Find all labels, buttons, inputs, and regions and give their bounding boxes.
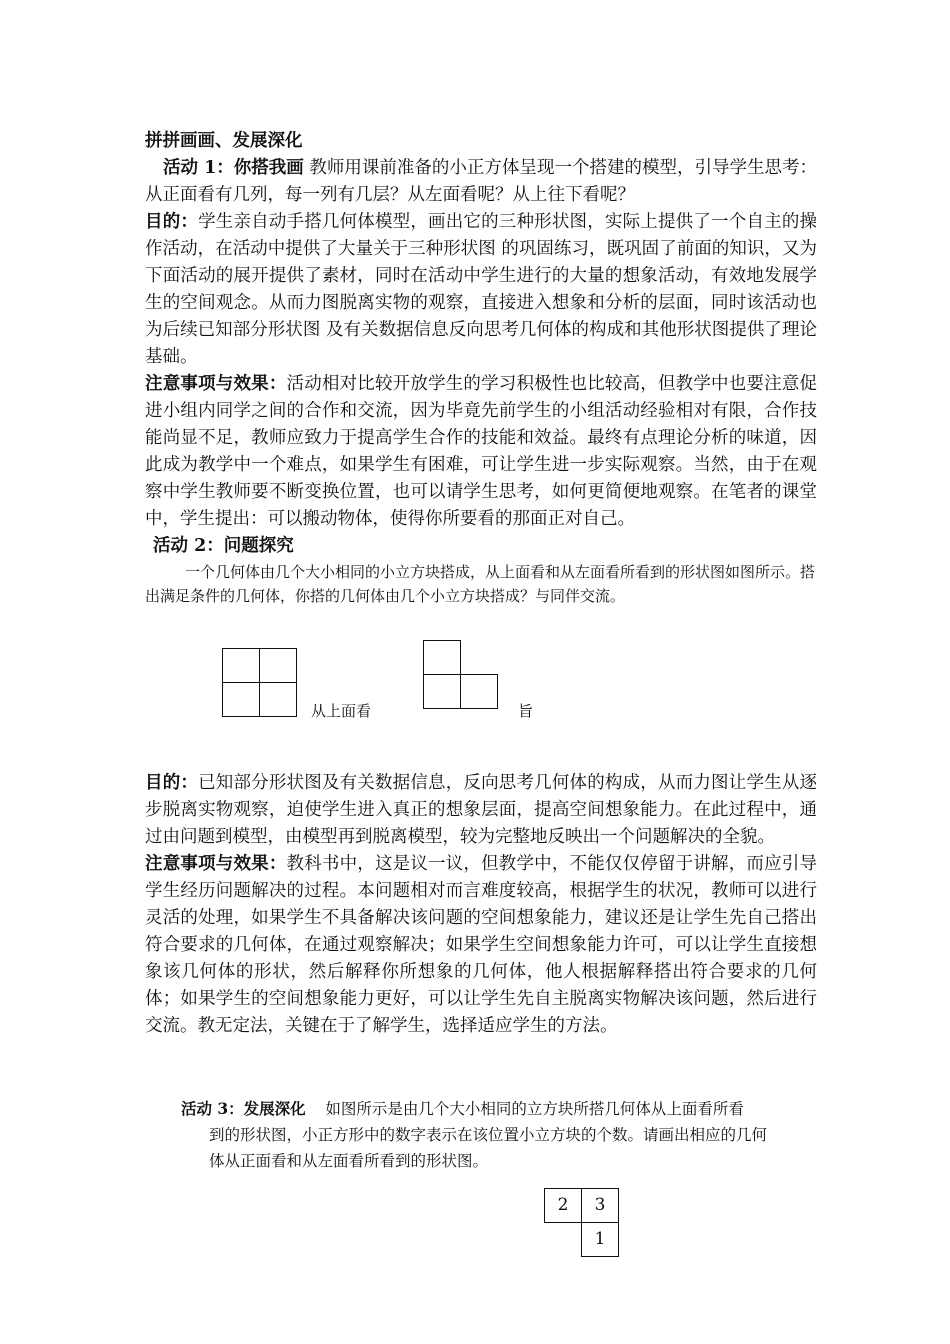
section-title: 拼拼画画、发展深化	[145, 131, 303, 151]
activity-1-text: 教师用课前准备的小正方体呈现一个搭建的模型，引导学生思考：从正面看有几列，每一列有几层？从左面看呢？从上往下看呢？	[145, 158, 817, 205]
top-view-cell	[259, 648, 297, 683]
left-view-cell	[423, 640, 461, 675]
note-1-label: 注意事项与效果：	[145, 374, 287, 394]
top-view-cell	[259, 682, 297, 717]
activity-2-text: 一个几何体由几个大小相同的小立方块搭成，从上面看和从左面看所看到的形状图如图所示。搭出满足条件的几何体，你搭的几何体由几个小立方块搭成？与同伴交流。	[145, 563, 816, 605]
purpose-1-text: 学生亲自动手搭几何体模型，画出它的三种形状图，实际上提供了一个自主的操作活动，在活动中提供了大量关于三种形状图 的巩固练习，既巩固了前面的知识，又为下面活动的展开提供了素材，同时在活动中学生进行的大量的想象活动，有效地发展学生的空间观念。从而力图脱离实物的观察，直接进入想象和分析的层面，同时该活动也为后续已知部分形状图 及有关数据信息反向思考几何体的构成和其他形状图提供了理论基础。	[145, 212, 818, 367]
left-view-cell	[460, 674, 498, 709]
activity-2-label: 活动 2：问题探究	[153, 536, 294, 556]
activity-3-label: 活动 3：发展深化	[181, 1099, 306, 1118]
activity-1-label: 活动 1：你搭我画	[163, 158, 304, 178]
note-1-paragraph	[145, 371, 817, 533]
left-view-cell	[423, 674, 461, 709]
purpose-2-paragraph	[145, 770, 817, 851]
activity-3-text-3: 体从正面看和从左面看所看到的形状图。	[209, 1152, 489, 1170]
grid-cell-bottom-right: 1	[581, 1222, 619, 1257]
note-1-text: 活动相对比较开放学生的学习积极性也比较高，但教学中也要注意促进小组内同学之间的合作和交流，因为毕竟先前学生的小组活动经验相对有限，合作技能尚显不足，教师应致力于提高学生合作的技能和效益。最终有点理论分析的味道，因此成为教学中一个难点，如果学生有困难，可让学生进一步实际观察。当然，由于在观察中学生教师要不断变换位置，也可以请学生思考，如何更简便地观察。在笔者的课堂中，学生提出：可以搬动物体，使得你所要看的那面正对自己。	[145, 374, 817, 529]
note-2-text: 教科书中，这是议一议，但教学中，不能仅仅停留于讲解，而应引导学生经历问题解决的过程。本问题相对而言难度较高，根据学生的状况，教师可以进行灵活的处理，如果学生不具备解决该问题的空间想象能力，建议还是让学生先自己搭出符合要求的几何体，在通过观察解决；如果学生空间想象能力许可，可以让学生直接想象该几何体的形状，然后解释你所想象的几何体，他人根据解释搭出符合要求的几何体；如果学生的空间想象能力更好，可以让学生先自主脱离实物解决该问题，然后进行交流。教无定法，关键在于了解学生，选择适应学生的方法。	[145, 854, 817, 1036]
activity-3-text-1: 如图所示是由几个大小相同的立方块所搭几何体从上面看所看	[325, 1100, 744, 1118]
activity-3-block	[181, 1096, 821, 1174]
activity-1-paragraph	[145, 155, 817, 209]
grid-cell-top-left: 2	[544, 1188, 582, 1223]
document-body	[145, 128, 817, 608]
top-view-label: 从上面看	[311, 702, 372, 720]
figure-views	[222, 648, 542, 720]
document-body-lower	[145, 770, 817, 1040]
left-view-label: 旨	[518, 702, 534, 720]
top-view-cell	[222, 648, 260, 683]
grid-cell-top-right: 3	[581, 1188, 619, 1223]
purpose-1-paragraph	[145, 209, 817, 371]
note-2-label: 注意事项与效果：	[145, 854, 287, 874]
purpose-2-label: 目的：	[145, 773, 199, 793]
note-2-paragraph	[145, 851, 817, 1040]
activity-3-line-1	[181, 1096, 821, 1122]
purpose-2-text: 已知部分形状图及有关数据信息，反向思考几何体的构成，从而力图让学生从逐步脱离实物观察，迫使学生进入真正的想象层面，提高空间想象能力。在此过程中，通过由问题到模型，由模型再到脱离模型，较为完整地反映出一个问题解决的全貌。	[145, 773, 818, 847]
activity-3-text-2: 到的形状图，小正方形中的数字表示在该位置小立方块的个数。请画出相应的几何	[209, 1126, 768, 1144]
purpose-1-label: 目的：	[145, 212, 199, 232]
top-view-cell	[222, 682, 260, 717]
